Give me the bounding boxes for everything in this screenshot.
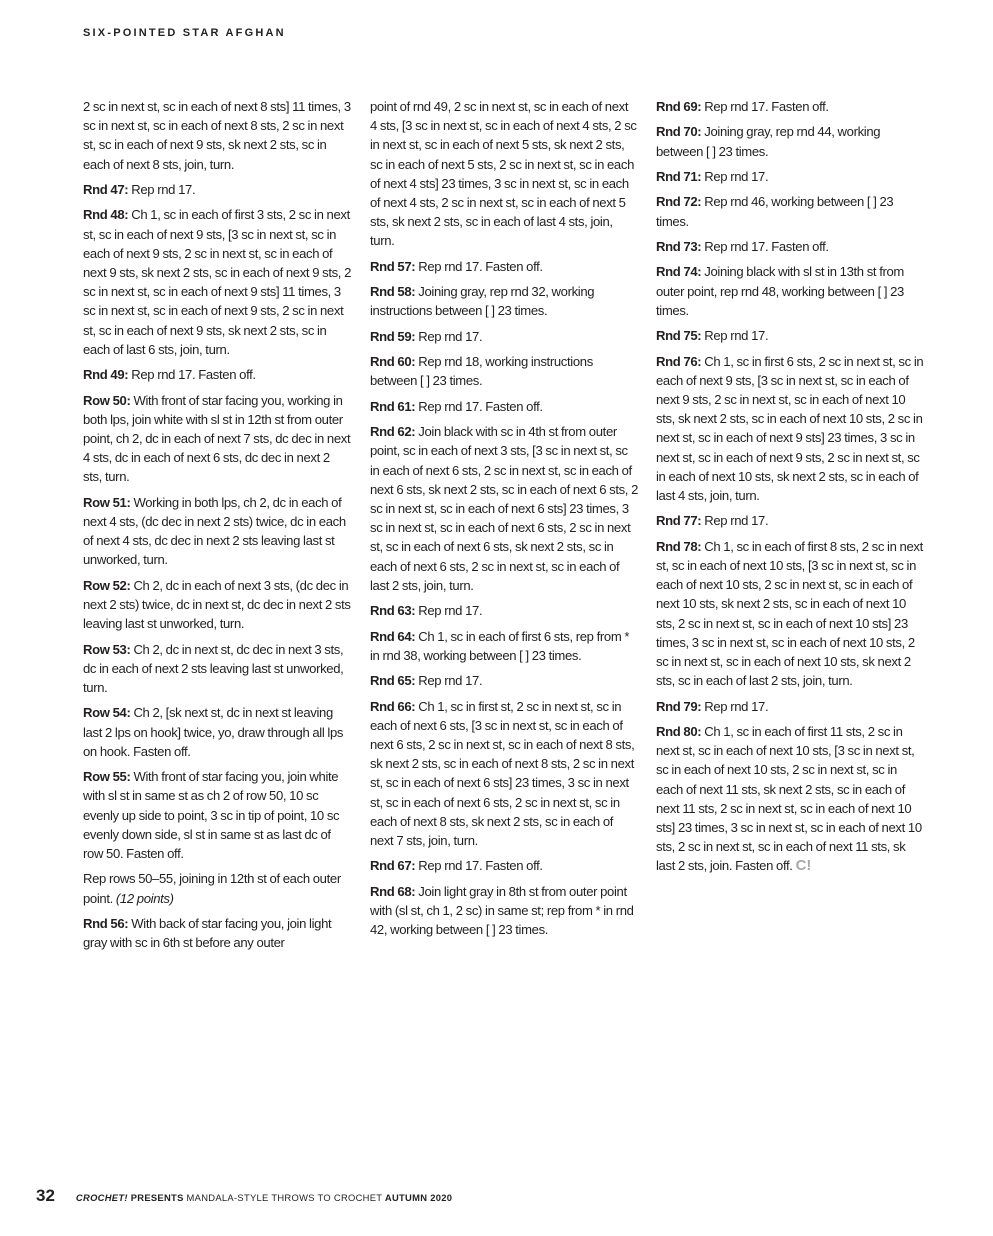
instruction-paragraph — [370, 856, 638, 875]
row-label: Rnd 76: — [656, 353, 702, 369]
instruction-text: Rep rnd 17. — [415, 328, 483, 344]
row-label: Rnd 77: — [656, 513, 702, 529]
instruction-paragraph — [370, 671, 638, 690]
instruction-text: Ch 1, sc in each of first 11 sts, 2 sc in next st, sc in each of next 10 sts, [3 sc in next st, sc in each of next 10 sts, 2 sc in next st, sc in each of next 11 sts, sk next 2 sts, sc in each of next 11 sts, 2 sc in next st, sc in each of next 10 sts] 23 times, 3 sc in next st, sc in each of next 10 sts, 2 sc in next st, sc in each of next 11 sts, sk last 2 sts, join. Fasten off. — [656, 723, 922, 874]
instruction-paragraph — [83, 365, 351, 384]
row-label: Rnd 63: — [370, 603, 416, 619]
row-label: Rnd 49: — [83, 367, 129, 383]
instruction-text: Rep rnd 17. Fasten off. — [128, 367, 256, 383]
instruction-paragraph — [83, 703, 351, 761]
instruction-text: Rep rnd 17. Fasten off. — [701, 99, 829, 114]
instruction-paragraph — [656, 326, 926, 345]
instruction-text: Join black with sc in 4th st from outer point, sc in each of next 3 sts, [3 sc in next st, sc in each of next 6 sts, 2 sc in next st, sc in each of next 6 sts, sk next 2 sts, sc in each of next 6 sts, 2 sc in next st, sc in each of next 6 sts] 23 times, 3 sc in next st, sc in each of next 6 sts, 2 sc in next st, sc in each of next 6 sts, sk next 2 sts, sc in each of next 6 sts, 2 sc in next st, sc in each of last 2 sts, join, turn. — [370, 424, 639, 593]
instruction-text: Ch 1, sc in first st, 2 sc in next st, sc in each of next 6 sts, [3 sc in next st, sc in each of next 6 sts, 2 sc in next st, sc in each of next 8 sts, sk next 2 sts, sc in each of next 8 sts, 2 sc in next st, sc in each of next 6 sts] 23 times, 3 sc in next st, sc in each of next 6 sts, 2 sc in next st, sc in each of next 8 sts, sk next 2 sts, sc in each of next 7 sts, join, turn. — [370, 698, 635, 848]
instruction-paragraph — [656, 167, 926, 186]
instruction-text: With front of star facing you, join white with sl st in same st as ch 2 of row 50, 10 sc evenly up side to point, 3 sc in tip of point, 10 sc evenly down side, sl st in same st as last dc of row 50. Fasten off. — [83, 769, 340, 861]
instruction-paragraph — [370, 97, 638, 251]
row-label: Rnd 62: — [370, 424, 416, 440]
row-label: Rnd 68: — [370, 883, 416, 899]
instruction-text: Joining black with sl st in 13th st from outer point, rep rnd 48, working between [ ] 23 times. — [656, 264, 904, 318]
page-footer — [36, 1186, 452, 1206]
instruction-text: Join light gray in 8th st from outer point with (sl st, ch 1, 2 sc) in same st; rep from * in rnd 42, working between [ ] 23 times. — [370, 883, 634, 938]
point-count-note: (12 points) — [115, 890, 174, 906]
row-label: Rnd 74: — [656, 264, 702, 280]
row-label: Rnd 80: — [656, 723, 702, 739]
row-label: Rnd 59: — [370, 328, 416, 344]
row-label: Row 55: — [83, 769, 131, 785]
instruction-text: Rep rnd 17. Fasten off. — [701, 238, 829, 254]
row-label: Row 51: — [83, 494, 131, 510]
footer-publication — [76, 1192, 452, 1203]
instruction-text: With back of star facing you, join light gray with sc in 6th st before any outer — [83, 915, 332, 951]
row-label: Rnd 67: — [370, 858, 416, 874]
instruction-text: Rep rnd 17. — [415, 603, 483, 619]
footer-issue: AUTUMN 2020 — [382, 1192, 453, 1203]
instruction-paragraph — [83, 640, 351, 698]
instruction-paragraph — [370, 397, 638, 416]
instruction-paragraph — [83, 205, 351, 359]
instruction-paragraph — [83, 180, 351, 199]
instruction-text: Rep rnd 17. — [701, 168, 769, 184]
instruction-paragraph — [370, 697, 638, 851]
row-label: Rnd 60: — [370, 354, 416, 370]
column-2 — [370, 97, 638, 946]
row-label: Rnd 47: — [83, 182, 129, 197]
instruction-text: Rep rnd 17. — [128, 182, 196, 197]
row-label: Rnd 78: — [656, 538, 702, 554]
instruction-text: Ch 2, dc in each of next 3 sts, (dc dec in next 2 sts) twice, dc in next st, dc dec in next 2 sts leaving last st unworked, turn. — [83, 577, 351, 632]
page-number: 32 — [36, 1186, 55, 1205]
running-head: SIX-POINTED STAR AFGHAN — [83, 27, 286, 39]
row-label: Row 54: — [83, 705, 131, 721]
instruction-text: Ch 1, sc in each of first 8 sts, 2 sc in next st, sc in each of next 10 sts, [3 sc in next st, sc in each of next 10 sts, 2 sc in next st, sc in each of next 10 sts, sk next 2 sts, sc in each of next 10 sts, 2 sc in next st, sc in each of next 10 sts] 23 times, 3 sc in next st, sc in each of next 10 sts, 2 sc in next st, sc in each of next 10 sts, sk next 2 sts, sc in each of last 2 sts, join, turn. — [656, 538, 923, 689]
instruction-paragraph — [656, 352, 926, 506]
instruction-paragraph — [656, 192, 926, 230]
instruction-paragraph — [370, 327, 638, 346]
instruction-paragraph — [83, 97, 351, 174]
instruction-text: Ch 1, sc in first 6 sts, 2 sc in next st, sc in each of next 9 sts, [3 sc in next st, sc in each of next 9 sts, 2 sc in next st, sc in each of next 10 sts, sk next 2 sts, sc in each of next 10 sts, 2 sc in next st, sc in each of next 9 sts] 23 times, 3 sc in next st, sc in each of next 9 sts, 2 sc in next st, sc in each of next 10 sts, sk next 2 sts, sc in each of last 4 sts, join, turn. — [656, 353, 924, 503]
instruction-text: Rep rnd 17. — [415, 673, 483, 689]
column-1 — [83, 97, 351, 959]
instruction-paragraph — [656, 122, 926, 160]
instruction-paragraph — [370, 352, 638, 390]
instruction-paragraph — [83, 914, 351, 952]
instruction-paragraph — [656, 511, 926, 530]
instruction-text: Joining gray, rep rnd 32, working instructions between [ ] 23 times. — [370, 284, 595, 319]
instruction-text: Rep rnd 17. — [701, 513, 769, 529]
instruction-text: Rep rnd 46, working between [ ] 23 times. — [656, 194, 894, 229]
row-label: Row 53: — [83, 641, 131, 657]
instruction-paragraph — [83, 391, 351, 487]
instruction-paragraph — [656, 537, 926, 691]
instruction-text: Rep rnd 17. Fasten off. — [415, 258, 543, 274]
instruction-paragraph — [370, 282, 638, 320]
row-label: Rnd 64: — [370, 628, 416, 644]
instruction-text: Working in both lps, ch 2, dc in each of next 4 sts, (dc dec in next 2 sts) twice, dc in each of next 4 sts, dc dec in next 2 sts leaving last st unworked, turn. — [83, 494, 346, 568]
instruction-text: With front of star facing you, working in both lps, join white with sl st in 12th st from outer point, ch 2, dc in each of next 7 sts, dc dec in next 4 sts, dc in each of next 6 sts, dc dec in next 2 sts, turn. — [83, 392, 351, 485]
instruction-paragraph — [83, 493, 351, 570]
column-3 — [656, 97, 926, 882]
instruction-paragraph — [370, 601, 638, 620]
instruction-paragraph — [83, 576, 351, 634]
instruction-paragraph — [370, 257, 638, 276]
instruction-paragraph — [83, 767, 351, 863]
instruction-text: Ch 2, dc in next st, dc dec in next 3 sts, dc in each of next 2 sts leaving last st unworked, turn. — [83, 641, 344, 695]
instruction-paragraph — [370, 627, 638, 665]
row-label: Rnd 66: — [370, 698, 416, 714]
instruction-paragraph — [83, 869, 351, 907]
row-label: Rnd 79: — [656, 698, 702, 714]
instruction-text: Ch 2, [sk next st, dc in next st leaving last 2 lps on hook] twice, yo, draw through all lps on hook. Fasten off. — [83, 705, 344, 759]
footer-title: MANDALA-STYLE THROWS TO CROCHET — [183, 1192, 383, 1203]
instruction-text: Rep rows 50–55, joining in 12th st of each outer point. — [83, 871, 341, 906]
instruction-text: Joining gray, rep rnd 44, working between [ ] 23 times. — [656, 124, 881, 159]
row-label: Rnd 57: — [370, 258, 416, 274]
instruction-paragraph — [656, 697, 926, 716]
row-label: Rnd 58: — [370, 284, 416, 300]
instruction-text: Rep rnd 17. Fasten off. — [415, 858, 543, 874]
end-mark-icon: C! — [795, 857, 812, 875]
row-label: Rnd 71: — [656, 168, 702, 184]
instruction-text: Ch 1, sc in each of first 6 sts, rep from * in rnd 38, working between [ ] 23 times. — [370, 628, 630, 663]
row-label: Row 52: — [83, 577, 131, 593]
row-label: Rnd 69: — [656, 99, 702, 114]
row-label: Rnd 61: — [370, 398, 416, 414]
instruction-paragraph — [656, 262, 926, 320]
instruction-text: point of rnd 49, 2 sc in next st, sc in each of next 4 sts, [3 sc in next st, sc in each of next 4 sts, 2 sc in next st, sc in each of next 5 sts, sk next 2 sts, sc in each of next 5 sts, 2 sc in next st, sc in each of next 4 sts] 23 times, 3 sc in next st, sc in each of next 4 sts, 2 sc in next st, sc in each of next 5 sts, sk next 2 sts, sc in each of last 4 sts, join, turn. — [370, 99, 637, 249]
instruction-text: 2 sc in next st, sc in each of next 8 sts] 11 times, 3 sc in next st, sc in each of next 8 sts, 2 sc in next st, sc in each of next 9 sts, sk next 2 sts, sc in each of next 8 sts, join, turn. — [83, 99, 351, 172]
row-label: Rnd 75: — [656, 328, 702, 344]
instruction-text: Ch 1, sc in each of first 3 sts, 2 sc in next st, sc in each of next 9 sts, [3 sc in next st, sc in each of next 9 sts, 2 sc in next st, sc in each of next 9 sts, sk next 2 sts, sc in each of next 9 sts, 2 sc in next st, sc in each of next 9 sts] 11 times, 3 sc in next st, sc in each of next 9 sts, 2 sc in next st, sc in each of next 9 sts, sk next 2 sts, sc in each of last 6 sts, join, turn. — [83, 207, 352, 357]
instruction-paragraph — [656, 97, 926, 116]
footer-brand: CROCHET! — [75, 1192, 128, 1203]
row-label: Rnd 73: — [656, 238, 702, 254]
instruction-paragraph — [656, 237, 926, 256]
instruction-text: Rep rnd 17. Fasten off. — [415, 398, 543, 414]
instruction-text: Rep rnd 18, working instructions between [ ] 23 times. — [370, 354, 593, 389]
row-label: Rnd 70: — [656, 124, 702, 140]
row-label: Rnd 65: — [370, 673, 416, 689]
row-label: Rnd 72: — [656, 194, 702, 210]
row-label: Rnd 56: — [83, 915, 129, 931]
instruction-text: Rep rnd 17. — [701, 698, 769, 714]
footer-presents: PRESENTS — [127, 1192, 184, 1203]
row-label: Rnd 48: — [83, 207, 129, 223]
row-label: Row 50: — [83, 392, 131, 408]
instruction-text: Rep rnd 17. — [701, 328, 769, 344]
instruction-paragraph — [370, 422, 638, 595]
instruction-paragraph — [656, 722, 926, 876]
instruction-paragraph — [370, 882, 638, 940]
